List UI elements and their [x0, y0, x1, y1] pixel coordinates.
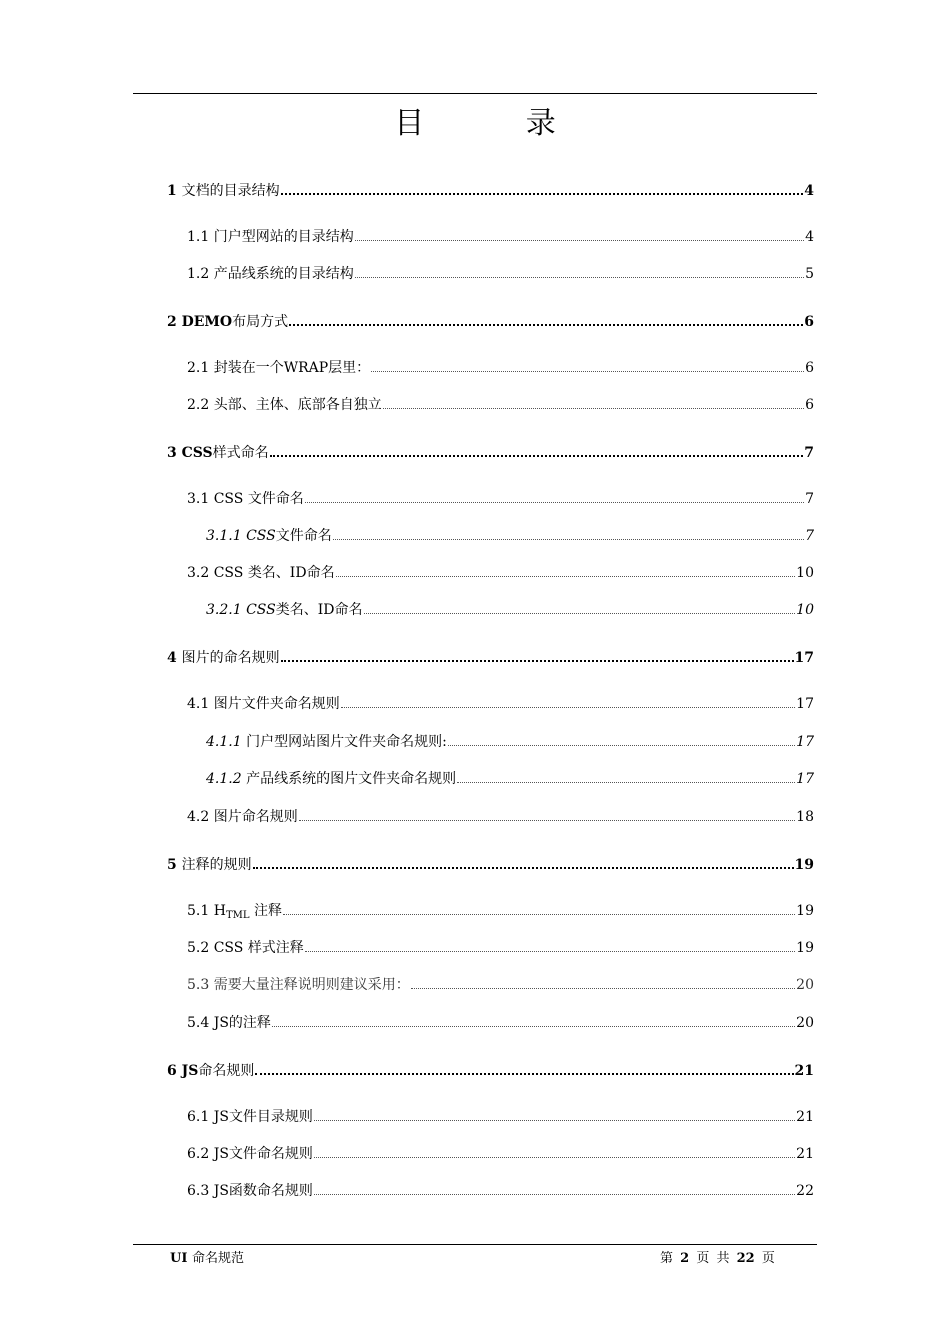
dot-leader [371, 358, 804, 372]
dot-leader [341, 694, 795, 708]
dot-leader [333, 526, 804, 540]
toc-entry[interactable]: 2.2 头部、主体、底部各自独立 6 [187, 397, 814, 413]
dot-leader [383, 395, 804, 409]
toc-title: 目 录 [394, 106, 602, 141]
toc-entry[interactable]: 6 JS命名规则 21 [167, 1060, 814, 1081]
dot-leader [253, 854, 794, 869]
dot-leader [336, 563, 796, 577]
page-number: 18 [796, 809, 814, 825]
dot-leader [289, 311, 803, 326]
dot-leader [364, 600, 796, 614]
page-number: 10 [796, 602, 814, 618]
page-number: 19 [794, 857, 814, 873]
page-number: 7 [805, 528, 814, 544]
dot-leader [305, 489, 804, 503]
dot-leader [314, 1181, 795, 1195]
toc-entry[interactable]: 5.3 需要大量注释说明则建议采用： 20 [187, 977, 814, 993]
dot-leader [281, 180, 804, 195]
toc-entry[interactable]: 1.2 产品线系统的目录结构 5 [187, 266, 814, 282]
page-number: 6 [804, 314, 814, 330]
page-number: 20 [796, 1015, 814, 1031]
page-number: 22 [796, 1183, 814, 1199]
toc-entry[interactable]: 3.2.1 CSS类名、ID命名 10 [206, 602, 814, 618]
dot-leader [283, 901, 795, 915]
toc-entry[interactable]: 5 注释的规则 19 [167, 854, 814, 875]
page-number: 19 [796, 940, 814, 956]
footer-page-indicator: 第 2 页 共 22 页 [660, 1251, 775, 1266]
dot-leader [281, 647, 794, 662]
dot-leader [305, 938, 795, 952]
toc-entry[interactable]: 2 DEMO布局方式 6 [167, 311, 814, 332]
dot-leader [355, 227, 804, 241]
page-number: 19 [796, 903, 814, 919]
dot-leader [314, 1107, 795, 1121]
dot-leader [272, 1013, 795, 1027]
toc-entry[interactable]: 6.1 JS文件目录规则 21 [187, 1109, 814, 1125]
dot-leader [255, 1060, 793, 1075]
toc-entry[interactable]: 4.1.1 门户型网站图片文件夹命名规则: 17 [206, 734, 814, 750]
toc-entry[interactable]: 4.1 图片文件夹命名规则 17 [187, 696, 814, 712]
dot-leader [457, 769, 795, 783]
toc-entry[interactable]: 6.3 JS函数命名规则 22 [187, 1183, 814, 1199]
toc-entry[interactable]: 1 文档的目录结构 4 [167, 180, 814, 201]
toc-entry[interactable]: 3.1 CSS 文件命名 7 [187, 491, 814, 507]
page-number: 7 [805, 491, 814, 507]
toc-entry[interactable]: 5.2 CSS 样式注释 19 [187, 940, 814, 956]
page-number: 4 [805, 229, 814, 245]
toc-entry[interactable]: 4.2 图片命名规则 18 [187, 809, 814, 825]
toc-entry[interactable]: 2.1 封装在一个WRAP层里： 6 [187, 360, 814, 376]
page-number: 6 [805, 397, 814, 413]
page-number: 4 [804, 183, 814, 199]
dot-leader [411, 975, 795, 989]
page-number: 20 [796, 977, 814, 993]
toc-entry[interactable]: 4 图片的命名规则 17 [167, 647, 814, 668]
toc-entry[interactable]: 5.4 JS的注释 20 [187, 1015, 814, 1031]
footer-document-name: UI 命名规范 [170, 1251, 244, 1266]
dot-leader [448, 732, 795, 746]
page-number: 10 [796, 565, 814, 581]
dot-leader [355, 264, 804, 278]
page-number: 5 [805, 266, 814, 282]
page-number: 21 [794, 1063, 814, 1079]
page-number: 17 [796, 734, 814, 750]
page-number: 17 [796, 771, 814, 787]
page-number: 6 [805, 360, 814, 376]
toc-entry[interactable]: 3 CSS样式命名 7 [167, 442, 814, 463]
toc-entry[interactable]: 1.1 门户型网站的目录结构 4 [187, 229, 814, 245]
dot-leader [299, 807, 795, 821]
page-number: 17 [794, 650, 814, 666]
dot-leader [314, 1144, 795, 1158]
page-number: 17 [796, 696, 814, 712]
toc-entry[interactable]: 4.1.2 产品线系统的图片文件夹命名规则 17 [206, 771, 814, 787]
page-number: 7 [804, 445, 814, 461]
toc-entry[interactable]: 3.1.1 CSS文件命名 7 [206, 528, 814, 544]
footer-rule [133, 1244, 817, 1245]
dot-leader [270, 442, 804, 457]
page-number: 21 [796, 1109, 814, 1125]
toc-entry[interactable]: 5.1 $H_{TML}$ 注释 19 [187, 903, 814, 921]
page-number: 21 [796, 1146, 814, 1162]
toc-entry[interactable]: 6.2 JS文件命名规则 21 [187, 1146, 814, 1162]
toc-entry[interactable]: 3.2 CSS 类名、ID命名 10 [187, 565, 814, 581]
